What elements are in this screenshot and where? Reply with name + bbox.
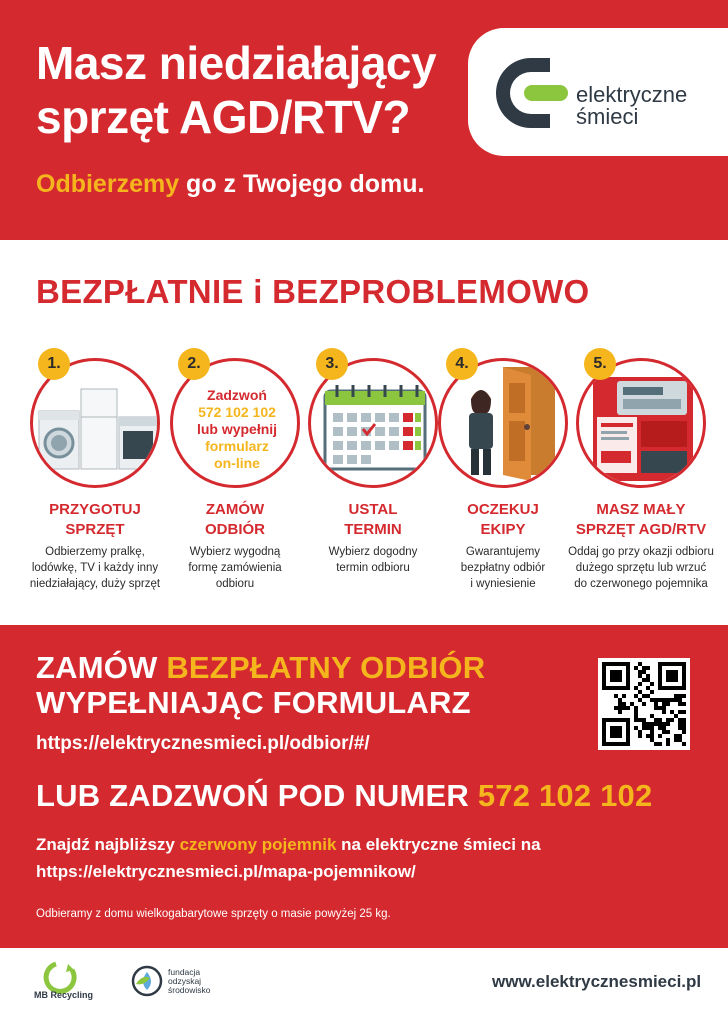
step-description: Odbierzemy pralkę, lodówkę, TV i każdy inny niedziałający, duży sprzęt <box>29 546 161 590</box>
page-title: Masz niedziałający sprzęt AGD/RTV? <box>36 37 437 143</box>
step-title: ZAMÓW ODBIÓR <box>205 501 265 538</box>
logo-box <box>468 28 728 156</box>
logo-e-icon <box>490 52 572 134</box>
bin-finder-text: Znajdź najbliższy czerwony pojemnik na elektryczne śmieci na <box>36 835 541 854</box>
step-description: Oddaj go przy okazji odbioru dużego sprzętu lub wrzuć do czerwonego pojemnika <box>568 546 714 590</box>
step-title: MASZ MAŁY SPRZĘT AGD/RTV <box>575 501 707 538</box>
step-number: 1. <box>38 348 70 380</box>
logo-text: elektryczne śmieci <box>576 82 688 129</box>
fundacja-label: fundacja odzyskaj środowisko <box>168 967 211 995</box>
order-heading: ZAMÓW BEZPŁATNY ODBIÓR <box>36 650 486 685</box>
order-subheading: WYPEŁNIAJĄC FORMULARZ <box>36 685 471 720</box>
step-number: 3. <box>316 348 348 380</box>
page-subtitle: Odbierzemy go z Twojego domu. <box>36 170 425 198</box>
call-info: Zadzwoń 572 102 102 lub wypełnij formularz on-line <box>196 387 278 471</box>
door-person-icon <box>441 361 568 488</box>
step-description: Gwarantujemy bezpłatny odbiór i wyniesienie <box>460 546 546 590</box>
weight-note: Odbieramy z domu wielkogabarytowe sprzęty o masie powyżej 25 kg. <box>36 908 391 920</box>
website-link[interactable]: www.elektrycznesmieci.pl <box>492 972 702 991</box>
order-form-link[interactable]: https://elektrycznesmieci.pl/odbior/#/ <box>36 733 370 754</box>
step-title: USTAL TERMIN <box>344 501 402 538</box>
red-bin-icon <box>579 361 706 488</box>
mb-recycling-label: MB Recycling <box>34 990 94 1000</box>
qr-code-icon[interactable] <box>598 658 690 750</box>
bin-map-link[interactable]: https://elektrycznesmieci.pl/mapa-pojemnikow/ <box>36 862 416 881</box>
calendar-icon <box>311 361 438 488</box>
tagline: BEZPŁATNIE i BEZPROBLEMOWO <box>36 273 590 310</box>
step-number: 5. <box>584 348 616 380</box>
appliances-icon <box>33 361 160 488</box>
fundacja-logo <box>130 964 170 998</box>
step-title: OCZEKUJ EKIPY <box>467 501 539 538</box>
step-number: 4. <box>446 348 478 380</box>
step-description: Wybierz wygodną formę zamówienia odbioru <box>188 546 282 590</box>
step-title: PRZYGOTUJ SPRZĘT <box>49 501 141 538</box>
step-number: 2. <box>178 348 210 380</box>
call-number-heading[interactable]: LUB ZADZWOŃ POD NUMER 572 102 102 <box>36 778 653 813</box>
step-description: Wybierz dogodny termin odbioru <box>328 546 418 574</box>
